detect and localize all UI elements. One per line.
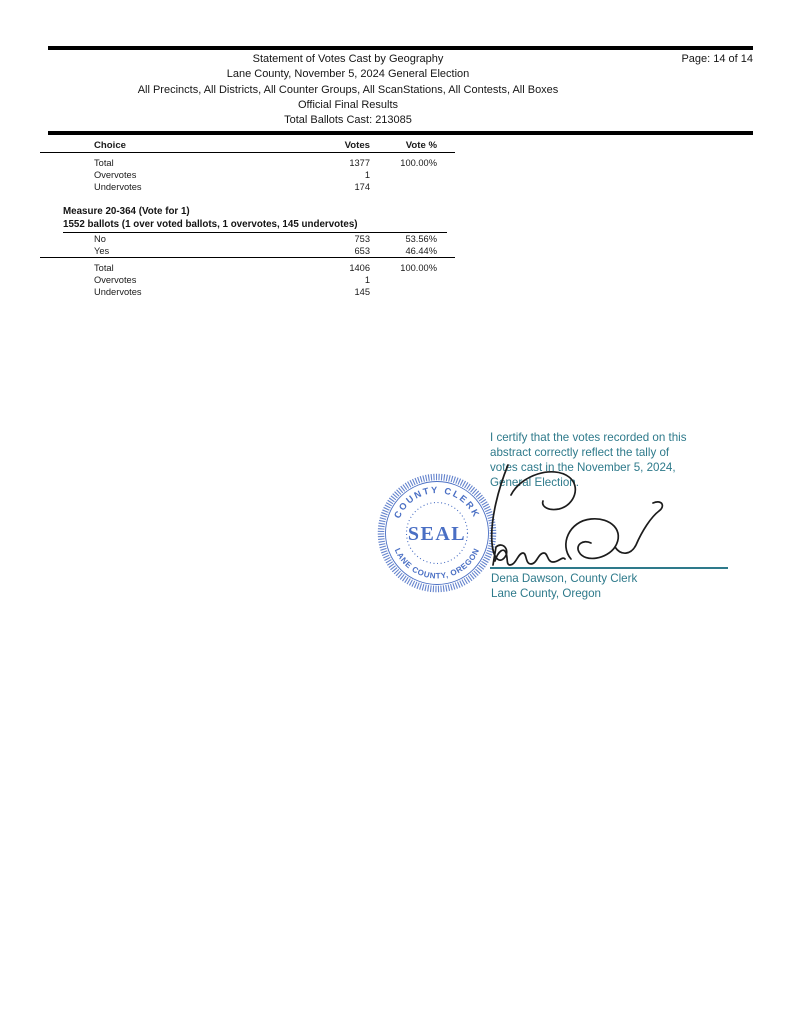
row-votes: 1406 — [349, 263, 370, 273]
signer-block — [491, 571, 637, 601]
row-pct: 53.56% — [405, 234, 437, 244]
report-header — [48, 52, 648, 128]
col-header-choice: Choice — [94, 140, 126, 151]
table-row — [40, 233, 455, 245]
measure-title: Measure 20-364 (Vote for 1) — [63, 206, 190, 217]
row-label: Undervotes — [94, 182, 142, 192]
measure-heading — [63, 205, 463, 233]
row-votes: 753 — [354, 234, 370, 244]
row-pct: 100.00% — [400, 158, 437, 168]
row-label: Total — [94, 158, 114, 168]
report-subtitle-filters: All Precincts, All Districts, All Counter Groups, All ScanStations, All Contests, All Boxes — [137, 83, 559, 96]
row-label: Overvotes — [94, 170, 137, 180]
table-row — [40, 262, 455, 274]
row-label: No — [94, 234, 106, 244]
row-label: Total — [94, 263, 114, 273]
table-row — [40, 274, 455, 286]
header-bottom-rule — [48, 131, 753, 135]
certification-line: abstract correctly reflect the tally of — [490, 446, 670, 459]
seal-center-text: SEAL — [407, 523, 467, 545]
table-row — [40, 245, 455, 258]
svg-text:COUNTY CLERK — [392, 485, 482, 520]
report-subtitle-ballots: Total Ballots Cast: 213085 — [284, 114, 412, 127]
row-pct: 46.44% — [405, 246, 437, 256]
svg-text:LANE COUNTY, OREGON — [393, 547, 481, 581]
row-label: Yes — [94, 246, 110, 256]
row-label: Overvotes — [94, 275, 137, 285]
report-subtitle-election: Lane County, November 5, 2024 General Election — [226, 68, 470, 81]
page-number: Page: 14 of 14 — [681, 53, 753, 65]
table-row — [40, 286, 455, 298]
certification-line: votes cast in the November 5, 2024, — [490, 461, 676, 474]
seal-top-text: COUNTY CLERK — [392, 484, 482, 520]
measure-ballot-summary: 1552 ballots (1 over voted ballots, 1 overvotes, 145 undervotes) — [63, 218, 447, 233]
row-pct: 100.00% — [400, 263, 437, 273]
report-subtitle-status: Official Final Results — [297, 98, 399, 111]
table-row — [40, 157, 455, 169]
signature-line — [490, 567, 728, 569]
certification-line: I certify that the votes recorded on this — [490, 431, 687, 444]
seal-bottom-text: LANE COUNTY, OREGON — [392, 546, 482, 581]
signer-name: Dena Dawson, County Clerk — [491, 572, 638, 585]
report-title: Statement of Votes Cast by Geography — [252, 53, 444, 65]
certification-line: General Election. — [490, 476, 579, 489]
row-label: Undervotes — [94, 287, 142, 297]
row-votes: 145 — [354, 287, 370, 297]
results-table-1 — [40, 138, 455, 193]
table-row — [40, 181, 455, 193]
signature-icon — [481, 461, 671, 579]
signer-location: Lane County, Oregon — [491, 587, 601, 600]
top-rule — [48, 46, 753, 50]
row-votes: 1377 — [349, 158, 370, 168]
row-votes: 653 — [354, 246, 370, 256]
row-votes: 174 — [354, 182, 370, 192]
row-votes: 1 — [364, 170, 370, 180]
row-votes: 1 — [364, 275, 370, 285]
table-header-row — [40, 138, 455, 153]
table-row — [40, 169, 455, 181]
col-header-pct: Vote % — [405, 140, 437, 151]
results-table-2 — [40, 233, 455, 298]
col-header-votes: Votes — [344, 140, 370, 151]
